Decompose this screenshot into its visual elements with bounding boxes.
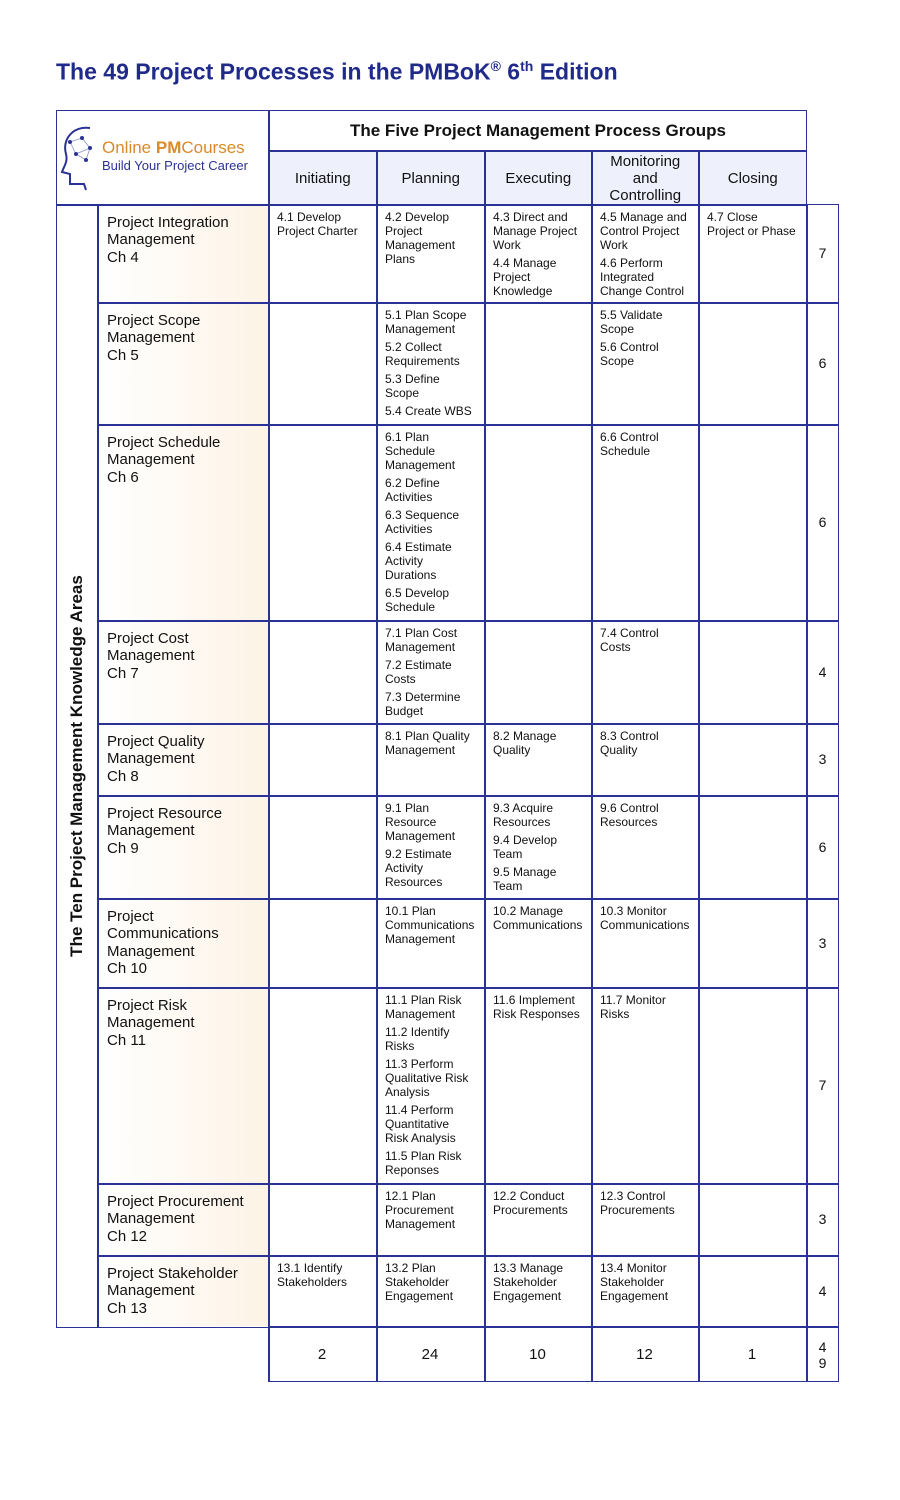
page-title: The 49 Project Processes in the PMBoK® 6th Edition: [56, 58, 618, 85]
process-cell: [270, 1184, 376, 1255]
process-item: 11.1 Plan Risk Management: [385, 993, 462, 1021]
process-groups-title: The Five Project Management Process Groups: [349, 121, 726, 140]
process-item: 7.1 Plan Cost Management: [385, 626, 458, 654]
process-cell: [378, 621, 484, 723]
process-cell: [593, 621, 698, 723]
knowledge-area-name: Project Resource Management Ch 9: [99, 797, 268, 899]
process-item: 11.5 Plan Risk Reponses: [385, 1149, 462, 1177]
group-total: 12: [636, 1346, 653, 1363]
process-cell: [593, 205, 698, 302]
process-cell: [378, 796, 484, 898]
process-cell: [270, 724, 376, 795]
process-cell: [593, 425, 698, 620]
process-item: 9.6 Control Resources: [600, 801, 659, 829]
process-cell: [486, 425, 591, 620]
process-group-header: Monitoring and Controlling: [593, 152, 699, 204]
process-cell: [700, 988, 806, 1183]
process-cell: [700, 1184, 806, 1255]
process-cell: [593, 1256, 698, 1326]
process-item: 6.4 Estimate Activity Durations: [385, 540, 452, 582]
process-item: 10.1 Plan Communications Management: [385, 904, 475, 946]
row-process-count: 4: [818, 1282, 827, 1299]
process-cell: [593, 796, 698, 898]
process-item: 7.3 Determine Budget: [385, 690, 461, 718]
process-cell: [486, 205, 591, 302]
process-cell: [378, 1184, 484, 1255]
process-item: 5.2 Collect Requirements: [385, 340, 460, 368]
knowledge-area-name: Project Quality Management Ch 8: [99, 725, 268, 796]
process-cell: [486, 1184, 591, 1255]
process-item: 5.1 Plan Scope Management: [385, 308, 467, 336]
process-cell: [700, 899, 806, 987]
process-item: 4.4 Manage Project Knowledge: [493, 256, 557, 298]
process-item: 4.6 Perform Integrated Change Control: [600, 256, 685, 298]
process-item: 6.1 Plan Schedule Management: [385, 430, 456, 472]
process-cell: [378, 303, 484, 424]
group-total: 10: [529, 1346, 546, 1363]
process-item: 13.4 Monitor Stakeholder Engagement: [600, 1261, 669, 1303]
process-cell: [270, 205, 376, 302]
process-cell: [378, 1256, 484, 1326]
group-total: 24: [421, 1346, 439, 1363]
process-item: 7.4 Control Costs: [600, 626, 659, 654]
process-item: 9.3 Acquire Resources: [493, 801, 554, 829]
process-item: 13.2 Plan Stakeholder Engagement: [385, 1261, 454, 1303]
process-cell: [486, 621, 591, 723]
process-item: 9.5 Manage Team: [493, 865, 557, 893]
process-item: 11.7 Monitor Risks: [600, 993, 666, 1021]
row-process-count: 6: [818, 514, 827, 530]
process-cell: [270, 899, 376, 987]
process-cell: [270, 621, 376, 723]
process-item: 5.3 Define Scope: [385, 372, 440, 400]
process-item: 4.1 Develop Project Charter: [277, 210, 358, 238]
process-item: 4.3 Direct and Manage Project Work: [493, 210, 578, 252]
process-item: 6.3 Sequence Activities: [385, 508, 460, 536]
process-item: 5.4 Create WBS: [385, 404, 472, 418]
process-cell: [378, 205, 484, 302]
process-item: 6.6 Control Schedule: [600, 430, 659, 458]
process-item: 9.4 Develop Team: [493, 833, 558, 861]
process-cell: [378, 988, 484, 1183]
row-process-count: 6: [818, 838, 827, 855]
row-process-count: 3: [818, 934, 827, 951]
process-group-header: Closing: [700, 152, 807, 204]
process-item: 11.4 Perform Quantitative Risk Analysis: [385, 1103, 456, 1145]
process-cell: [270, 988, 376, 1183]
process-cell: [486, 1256, 591, 1326]
process-cell: [593, 303, 698, 424]
process-cell: [486, 724, 591, 795]
process-cell: [700, 1256, 806, 1326]
process-item: 9.1 Plan Resource Management: [385, 801, 456, 843]
knowledge-area-name: Project Communications Management Ch 10: [99, 900, 268, 988]
process-item: 8.3 Control Quality: [600, 729, 659, 757]
process-cell: [270, 796, 376, 898]
knowledge-area-name: Project Integration Management Ch 4: [99, 206, 268, 303]
process-item: 5.5 Validate Scope: [600, 308, 663, 336]
process-cell: [378, 425, 484, 620]
process-item: 11.3 Perform Qualitative Risk Analysis: [385, 1057, 469, 1099]
process-cell: [378, 724, 484, 795]
process-cell: [270, 303, 376, 424]
process-item: 9.2 Estimate Activity Resources: [385, 847, 452, 889]
process-item: 6.5 Develop Schedule: [385, 586, 450, 614]
network-head-icon: [60, 122, 104, 192]
process-item: 13.1 Identify Stakeholders: [277, 1261, 348, 1289]
process-item: 12.1 Plan Procurement Management: [385, 1189, 456, 1231]
group-total: 2: [317, 1346, 327, 1363]
process-cell: [700, 303, 806, 424]
process-cell: [486, 988, 591, 1183]
process-item: 7.2 Estimate Costs: [385, 658, 452, 686]
process-item: 8.1 Plan Quality Management: [385, 729, 470, 757]
process-cell: [378, 899, 484, 987]
process-group-header: Planning: [378, 152, 485, 204]
row-process-count: 7: [818, 245, 827, 261]
process-item: 5.6 Control Scope: [600, 340, 659, 368]
process-cell: [486, 303, 591, 424]
process-item: 11.6 Implement Risk Responses: [493, 993, 580, 1021]
knowledge-areas-side-label: The Ten Project Management Knowledge Areas: [67, 575, 86, 957]
process-item: 4.2 Develop Project Management Plans: [385, 210, 456, 266]
logo-brand: Online PMCourses: [102, 138, 245, 157]
process-item: 6.2 Define Activities: [385, 476, 440, 504]
logo-tagline: Build Your Project Career: [102, 158, 248, 173]
process-cell: [593, 988, 698, 1183]
process-item: 8.2 Manage Quality: [493, 729, 557, 757]
process-item: 4.7 Close Project or Phase: [707, 210, 796, 238]
process-item: 11.2 Identify Risks: [385, 1025, 450, 1053]
process-item: 13.3 Manage Stakeholder Engagement: [493, 1261, 564, 1303]
process-cell: [486, 899, 591, 987]
process-cell: [593, 1184, 698, 1255]
group-total: 1: [747, 1346, 757, 1363]
knowledge-area-name: Project Cost Management Ch 7: [99, 622, 268, 724]
row-process-count: 6: [818, 355, 827, 371]
process-cell: [593, 724, 698, 795]
row-process-count: 3: [818, 1211, 827, 1227]
process-cell: [270, 425, 376, 620]
process-cell: [700, 796, 806, 898]
process-cell: [593, 899, 698, 987]
process-item: 12.2 Conduct Procurements: [493, 1189, 568, 1217]
logo: [58, 112, 266, 204]
process-item: 10.2 Manage Communications: [493, 904, 583, 932]
process-item: 4.5 Manage and Control Project Work: [600, 210, 687, 252]
process-cell: [700, 425, 806, 620]
process-cell: [700, 205, 806, 302]
knowledge-area-name: Project Schedule Management Ch 6: [99, 426, 268, 621]
process-cell: [486, 796, 591, 898]
process-cell: [700, 724, 806, 795]
process-cell: [270, 1256, 376, 1326]
process-item: 10.3 Monitor Communications: [600, 904, 690, 932]
process-group-header: Initiating: [270, 152, 377, 204]
knowledge-area-name: Project Scope Management Ch 5: [99, 304, 268, 425]
knowledge-area-name: Project Procurement Management Ch 12: [99, 1185, 268, 1256]
process-cell: [700, 621, 806, 723]
row-process-count: 7: [818, 1077, 827, 1093]
knowledge-area-name: Project Risk Management Ch 11: [99, 989, 268, 1184]
grand-total: 49: [818, 1338, 827, 1371]
row-process-count: 4: [818, 663, 827, 680]
process-group-header: Executing: [486, 152, 592, 204]
knowledge-area-name: Project Stakeholder Management Ch 13: [99, 1257, 268, 1327]
row-process-count: 3: [818, 751, 827, 767]
process-item: 12.3 Control Procurements: [600, 1189, 675, 1217]
